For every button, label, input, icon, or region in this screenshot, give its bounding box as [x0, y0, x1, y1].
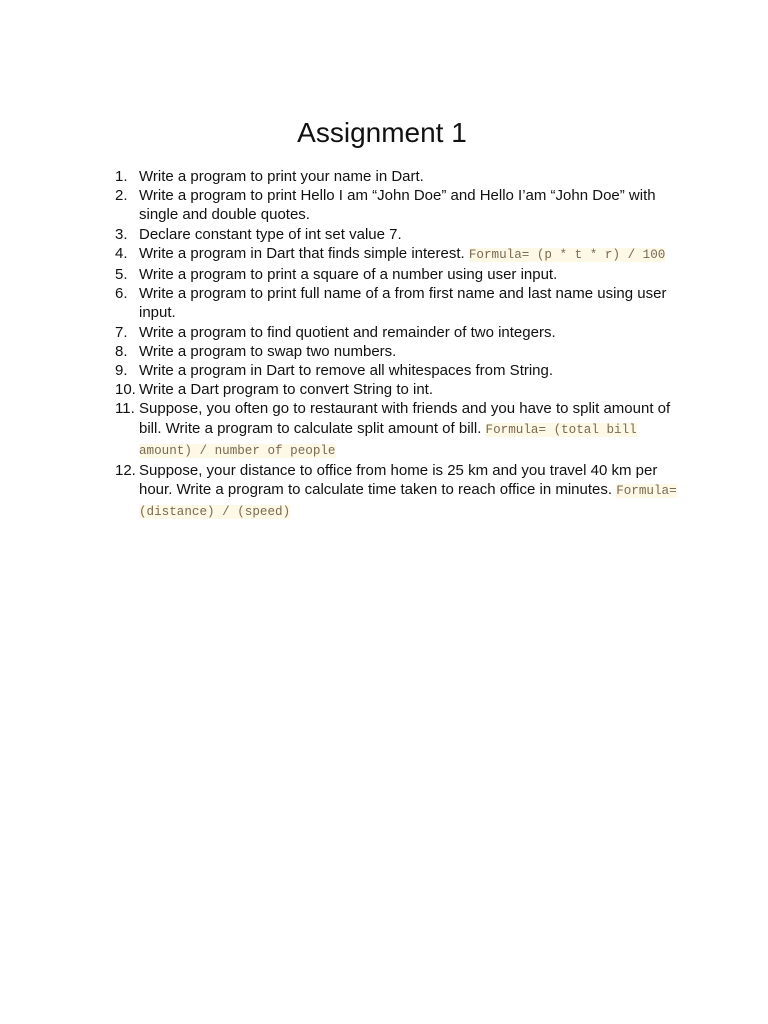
item-text: Suppose, you often go to restaurant with friends and you have to split amount of bill. Write a program to calculate split amount of bill.: [139, 400, 671, 437]
list-item: [115, 323, 679, 342]
item-text: Write a program to print your name in Dart.: [139, 168, 424, 185]
list-item: [115, 225, 679, 244]
item-number: 2.: [115, 187, 128, 205]
item-text: Write a program to print a square of a number using user input.: [139, 266, 558, 284]
item-text: Write a program in Dart to remove all whitespaces from String.: [139, 362, 554, 380]
item-number: 10.: [115, 381, 136, 399]
list-item: [115, 380, 679, 399]
item-number: 7.: [115, 323, 128, 341]
item-number: 5.: [115, 266, 128, 284]
list-item: [115, 284, 679, 322]
item-number: 3.: [115, 225, 128, 243]
formula-code: Formula= (distance) / (speed): [139, 484, 677, 520]
formula-code: Formula= (p * t * r) / 100: [468, 247, 666, 262]
list-item: [115, 461, 679, 523]
formula-code: Formula= (total bill amount) / number of people: [139, 422, 637, 458]
item-number: 6.: [115, 285, 128, 303]
item-text: Declare constant type of int set value 7.: [139, 225, 402, 243]
item-text: Write a program in Dart that finds simple interest.: [139, 244, 469, 262]
list-item: [115, 186, 679, 224]
list-item: [115, 167, 679, 186]
item-number: 8.: [115, 342, 128, 360]
list-item: [115, 244, 679, 265]
item-number: 12.: [115, 462, 136, 480]
item-number: 9.: [115, 362, 128, 380]
item-text: Write a program to print Hello I am “John Doe” and Hello I’am “John Doe” with single and double quotes.: [139, 187, 656, 224]
list-item: [115, 342, 679, 361]
document-title: Assignment 1: [297, 117, 467, 148]
list-item: [115, 399, 679, 461]
item-text: Suppose, your distance to office from home is 25 km and you travel 40 km per hour. Write a program to calculate time taken to reach office in minutes.: [139, 462, 658, 499]
item-text: Write a program to swap two numbers.: [139, 342, 397, 360]
assignment-list: [115, 167, 679, 523]
item-text: Write a program to print full name of a from first name and last name using user input.: [139, 285, 667, 322]
item-number: 1.: [115, 168, 128, 185]
list-item: [115, 361, 679, 380]
item-number: 11.: [115, 400, 135, 418]
item-text: Write a program to find quotient and remainder of two integers.: [139, 323, 556, 341]
list-item: [115, 265, 679, 284]
item-text: Write a Dart program to convert String to int.: [139, 381, 434, 399]
item-number: 4.: [115, 244, 128, 262]
